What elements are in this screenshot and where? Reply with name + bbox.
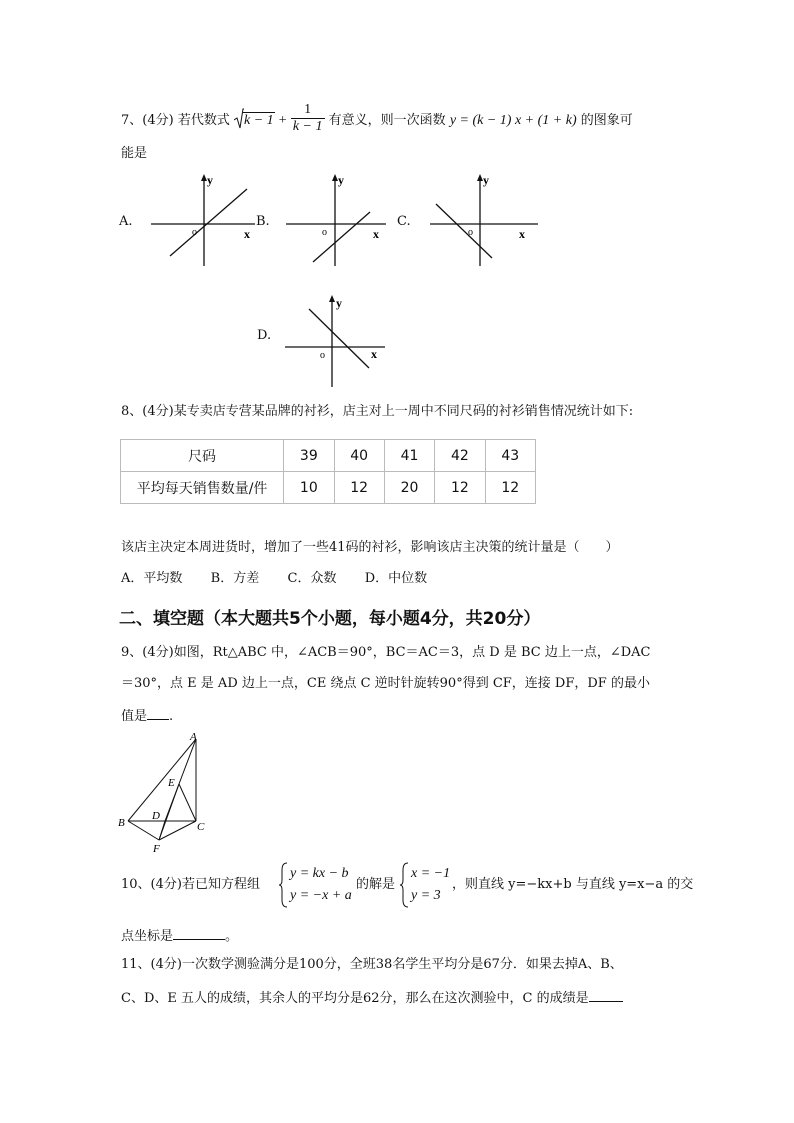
q10-post: ，则直线 y=−kx+b 与直线 y=x−a 的交 — [452, 877, 694, 892]
q9-line2: ＝30°，点 E 是 AD 边上一点，CE 绕点 C 逆时针旋转90°得到 CF，连接 DF，DF 的最小 — [121, 676, 650, 691]
table-cell: 42 — [435, 440, 485, 472]
choice-d[interactable]: D．中位数 — [364, 571, 428, 586]
q10-line1 — [121, 876, 260, 894]
table-cell: 12 — [435, 472, 485, 504]
y-axis-label: y — [336, 296, 342, 310]
sqrt-radicand: k − 1 — [243, 113, 274, 128]
q8-question: 该店主决定本周进货时，增加了一些41码的衬衫，影响该店主决策的统计量是（ ） — [121, 540, 619, 555]
plus-sign: + — [278, 113, 287, 128]
table-cell: 40 — [334, 440, 384, 472]
q11-line2 — [121, 988, 623, 1008]
choice-a[interactable]: A．平均数 — [121, 571, 183, 586]
table-cell: 43 — [485, 440, 535, 472]
fraction-denominator: k − 1 — [292, 119, 323, 134]
table-header-sales: 平均每天销售数量/件 — [121, 472, 284, 504]
origin-label: o — [320, 350, 325, 361]
y-axis-label: y — [207, 173, 213, 187]
option-d-label[interactable]: D. — [257, 328, 272, 343]
q7-pre-text: 若代数式 — [177, 113, 230, 128]
table-cell: 12 — [334, 472, 384, 504]
q9-period: . — [169, 709, 174, 724]
q7-mid-text: 有意义，则一次函数 — [328, 113, 446, 128]
q10-line2 — [121, 926, 238, 946]
option-a-graph — [145, 172, 260, 270]
table-cell: 41 — [384, 440, 434, 472]
q7-fraction — [291, 102, 325, 135]
point-e-label: E — [168, 777, 175, 789]
option-c-graph — [424, 172, 544, 270]
point-c-label: C — [197, 821, 205, 833]
answer-blank[interactable] — [147, 706, 169, 720]
x-axis-label: x — [244, 227, 250, 241]
option-d-graph — [281, 292, 391, 390]
sol-2: y = 3 — [411, 888, 441, 903]
table-cell: 12 — [485, 472, 535, 504]
q9-text-1: 如图，Rt△ABC 中，∠ACB＝90°，BC＝AC＝3，点 D 是 BC 边上一点，∠DAC — [173, 645, 651, 660]
q8-line1 — [121, 403, 633, 421]
q9-line1 — [121, 644, 650, 662]
q11-number: 11、(4分) — [121, 957, 182, 972]
q10-end: 。 — [225, 929, 239, 944]
q10-number: 10、(4分) — [121, 877, 182, 892]
radical-sign — [234, 108, 244, 130]
choice-b[interactable]: B．方差 — [210, 571, 260, 586]
left-brace — [279, 862, 288, 908]
q7-sqrt — [234, 112, 275, 130]
q9-number: 9、(4分) — [121, 645, 174, 660]
option-b-graph — [280, 172, 390, 270]
table-header-size: 尺码 — [121, 440, 284, 472]
table-cell: 20 — [384, 472, 434, 504]
answer-blank[interactable] — [173, 926, 225, 940]
option-b-label[interactable]: B. — [256, 214, 270, 229]
option-a-label[interactable]: A. — [119, 214, 133, 229]
x-axis-label: x — [519, 227, 525, 241]
y-axis-label: y — [483, 173, 489, 187]
q10-pre: 若已知方程组 — [181, 877, 260, 892]
point-f-label: F — [153, 843, 160, 855]
x-axis-label: x — [371, 347, 377, 361]
origin-label: o — [322, 227, 327, 238]
table-cell: 10 — [284, 472, 334, 504]
sol-1: x = −1 — [411, 866, 451, 881]
q11-text-2: C、D、E 五人的成绩，其余人的平均分是62分，那么在这次测验中，C 的成绩是 — [121, 991, 589, 1006]
table-row — [121, 440, 536, 472]
option-c-label[interactable]: C. — [397, 214, 411, 229]
q8-choices — [121, 570, 427, 588]
origin-label: o — [192, 227, 197, 238]
q7-function: y = (k − 1) x + (1 + k) — [449, 113, 577, 128]
table-row — [121, 472, 536, 504]
size-sales-table — [120, 439, 536, 504]
q8-text: 某专卖店专营某品牌的衬衫，店主对上一周中不同尺码的衬衫销售情况统计如下: — [173, 404, 634, 419]
q11-line1 — [121, 956, 623, 974]
section-title: 二、填空题（本大题共5个小题，每小题4分，共20分） — [119, 609, 541, 629]
triangle-figure — [112, 730, 217, 855]
answer-blank[interactable] — [589, 988, 623, 1002]
q9-line3 — [121, 706, 173, 726]
x-axis-label: x — [373, 227, 379, 241]
left-brace — [400, 862, 409, 908]
q10-mid: 的解是 — [356, 877, 396, 892]
q7-number: 7、(4分) — [121, 113, 174, 128]
point-a-label: A — [190, 731, 197, 743]
point-b-label: B — [118, 817, 125, 829]
q7-line2: 能是 — [121, 146, 148, 161]
y-axis-label: y — [338, 173, 344, 187]
q11-text-1: 一次数学测验满分是100分，全班38名学生平均分是67分．如果去掉A、B、 — [181, 957, 623, 972]
point-d-label: D — [152, 810, 160, 822]
table-cell: 39 — [284, 440, 334, 472]
choice-c[interactable]: C．众数 — [287, 571, 337, 586]
fraction-numerator: 1 — [304, 102, 312, 117]
eq-1: y = kx − b — [290, 866, 349, 881]
q8-number: 8、(4分) — [121, 404, 174, 419]
q10-text-2: 点坐标是 — [121, 929, 174, 944]
origin-label: o — [468, 227, 473, 238]
q7-line1 — [121, 104, 633, 137]
q7-post-text: 的图象可 — [580, 113, 633, 128]
eq-2: y = −x + a — [290, 888, 352, 903]
q9-text-3: 值是 — [121, 709, 148, 724]
